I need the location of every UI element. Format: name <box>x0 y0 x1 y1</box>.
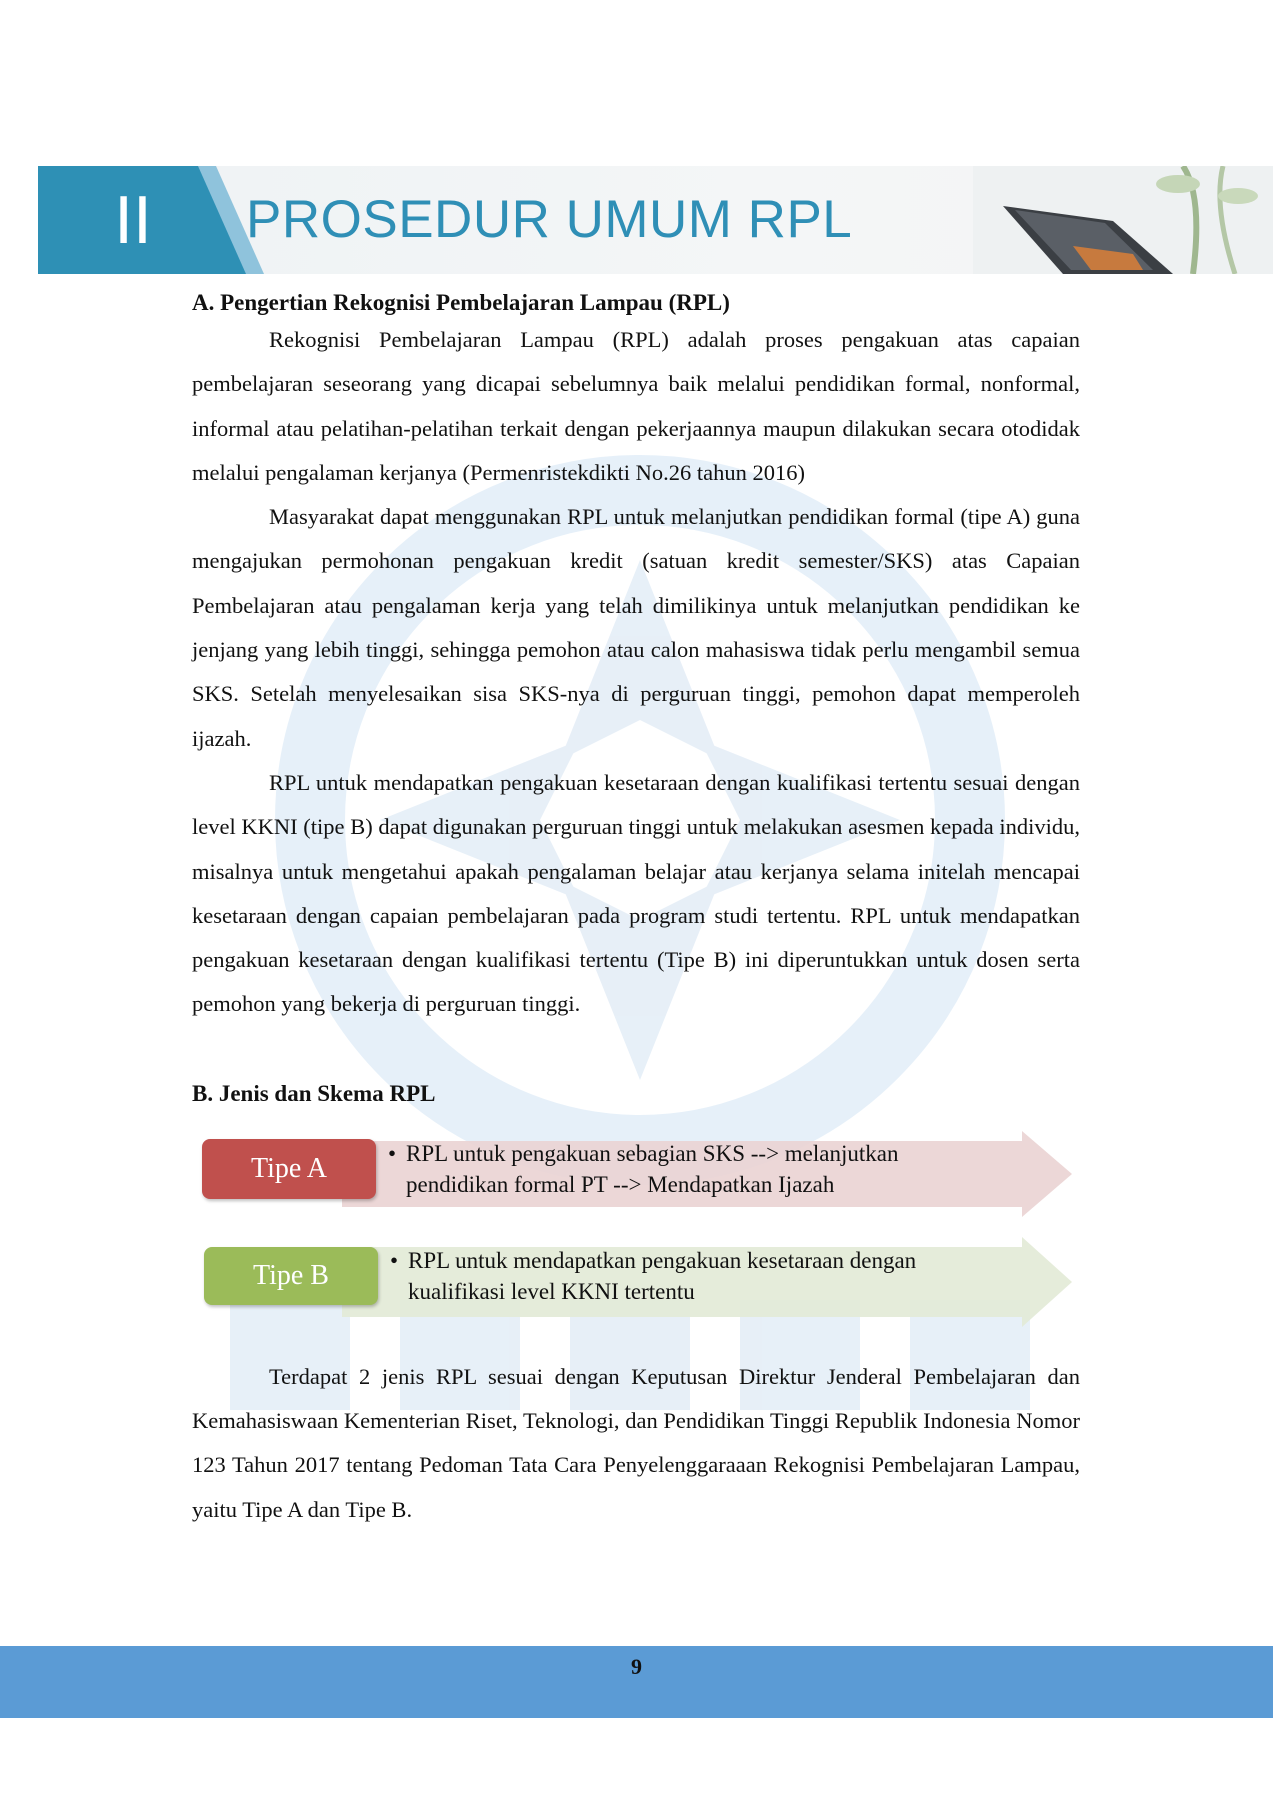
type-a-text: RPL untuk pengakuan sebagian SKS --> melanjutkan pendidikan formal PT --> Mendapatkan Ijazah <box>406 1140 899 1197</box>
chapter-title: PROSEDUR UMUM RPL <box>246 190 853 249</box>
page-content <box>192 288 1080 1532</box>
type-b-description <box>390 1245 990 1307</box>
section-a-paragraph-2: Masyarakat dapat menggunakan RPL untuk melanjutkan pendidikan formal (tipe A) guna mengajukan permohonan pengakuan kredit (satuan kredit semester/SKS) atas Capaian Pembelajaran atau pengalaman kerja yang telah dimilikinya untuk melanjutkan pendidikan ke jenjang yang lebih tinggi, sehingga pemohon atau calon mahasiswa tidak perlu mengambil semua SKS. Setelah menyelesaikan sisa SKS-nya di perguruan tinggi, pemohon dapat memperoleh ijazah. <box>192 504 1080 751</box>
rpl-scheme-diagram <box>202 1131 1102 1333</box>
bullet-icon: • <box>390 1247 399 1273</box>
section-b-heading: B. Jenis dan Skema RPL <box>192 1080 436 1106</box>
type-b-box: Tipe B <box>204 1247 378 1305</box>
type-a-box: Tipe A <box>202 1139 376 1199</box>
chapter-banner <box>38 166 1273 274</box>
section-a-paragraph-1: Rekognisi Pembelajaran Lampau (RPL) adalah proses pengakuan atas capaian pembelajaran seseorang yang dicapai sebelumnya baik melalui pendidikan formal, nonformal, informal atau pelatihan-pelatihan terkait dengan pekerjaannya maupun dilakukan secara otodidak melalui pengalaman kerjanya (Permenristekdikti No.26 tahun 2016) <box>192 327 1080 485</box>
section-a-heading: A. Pengertian Rekognisi Pembelajaran Lampau (RPL) <box>192 290 730 315</box>
page-number: 9 <box>631 1654 642 1679</box>
section-a-paragraph-3: RPL untuk mendapatkan pengakuan kesetaraan dengan kualifikasi tertentu sesuai dengan level KKNI (tipe B) dapat digunakan perguruan tinggi untuk melakukan asesmen kepada individu, misalnya untuk mengetahui apakah pengalaman belajar atau kerjanya selama initelah mencapai kesetaraan dengan capaian pembelajaran pada program studi tertentu. RPL untuk mendapatkan pengakuan kesetaraan dengan kualifikasi tertentu (Tipe B) ini diperuntukkan untuk dosen serta pemohon yang bekerja di perguruan tinggi. <box>192 769 1080 1017</box>
page-footer <box>0 1646 1273 1718</box>
chapter-number: II <box>114 182 152 258</box>
laptop-plant-image <box>973 166 1273 274</box>
type-b-text: RPL untuk mendapatkan pengakuan kesetaraan dengan kualifikasi level KKNI tertentu <box>408 1247 917 1304</box>
section-b-paragraph: Terdapat 2 jenis RPL sesuai dengan Keputusan Direktur Jenderal Pembelajaran dan Kemahasiswaan Kementerian Riset, Teknologi, dan Pendidikan Tinggi Republik Indonesia Nomor 123 Tahun 2017 tentang Pedoman Tata Cara Penyelenggaraaan Rekognisi Pembelajaran Lampau, yaitu Tipe A dan Tipe B. <box>192 1363 1080 1522</box>
bullet-icon: • <box>388 1140 397 1166</box>
type-a-description <box>388 1138 988 1200</box>
